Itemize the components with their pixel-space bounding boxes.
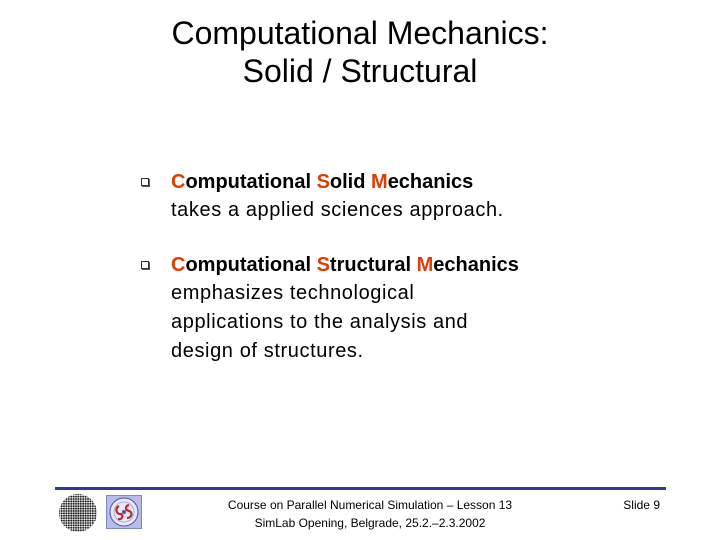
heading-initial: M	[371, 171, 388, 193]
title-line-1: Computational Mechanics:	[171, 15, 549, 51]
bullet-item	[138, 168, 598, 225]
heading-initial: C	[171, 171, 186, 193]
heading-word: echanics	[387, 171, 474, 193]
bullet-heading	[171, 168, 598, 196]
footer-text	[180, 496, 560, 532]
footer-course-line: Course on Parallel Numerical Simulation – Lesson 13	[227, 498, 513, 512]
slide-number: Slide 9	[623, 498, 660, 512]
bullet-list	[138, 168, 598, 366]
heading-word: omputational	[185, 171, 317, 193]
dotted-circle-logo	[58, 493, 98, 533]
bullet-item	[138, 251, 598, 366]
hollow-square-bullet-icon	[141, 178, 149, 186]
heading-initial: C	[171, 254, 186, 276]
bullet-text-line: takes a applied sciences approach.	[171, 199, 504, 221]
footer-rule	[55, 487, 666, 490]
slide-title	[0, 14, 720, 90]
bullet-heading	[171, 251, 598, 279]
heading-word: echanics	[433, 254, 519, 276]
bullet-text-line: applications to the analysis and	[171, 311, 469, 333]
bullet-text-line: emphasizes technological	[171, 282, 415, 304]
heading-initial: S	[316, 254, 330, 276]
heading-word: olid	[329, 171, 372, 193]
simlab-logo	[106, 495, 142, 529]
heading-initial: S	[316, 171, 330, 193]
heading-word: tructural	[329, 254, 417, 276]
heading-word: omputational	[185, 254, 317, 276]
footer-event-line: SimLab Opening, Belgrade, 25.2.–2.3.2002	[254, 516, 486, 530]
hollow-square-bullet-icon	[141, 261, 149, 269]
bullet-text-line: design of structures.	[171, 340, 364, 362]
heading-initial: M	[416, 254, 434, 276]
title-line-2: Solid / Structural	[242, 53, 478, 89]
